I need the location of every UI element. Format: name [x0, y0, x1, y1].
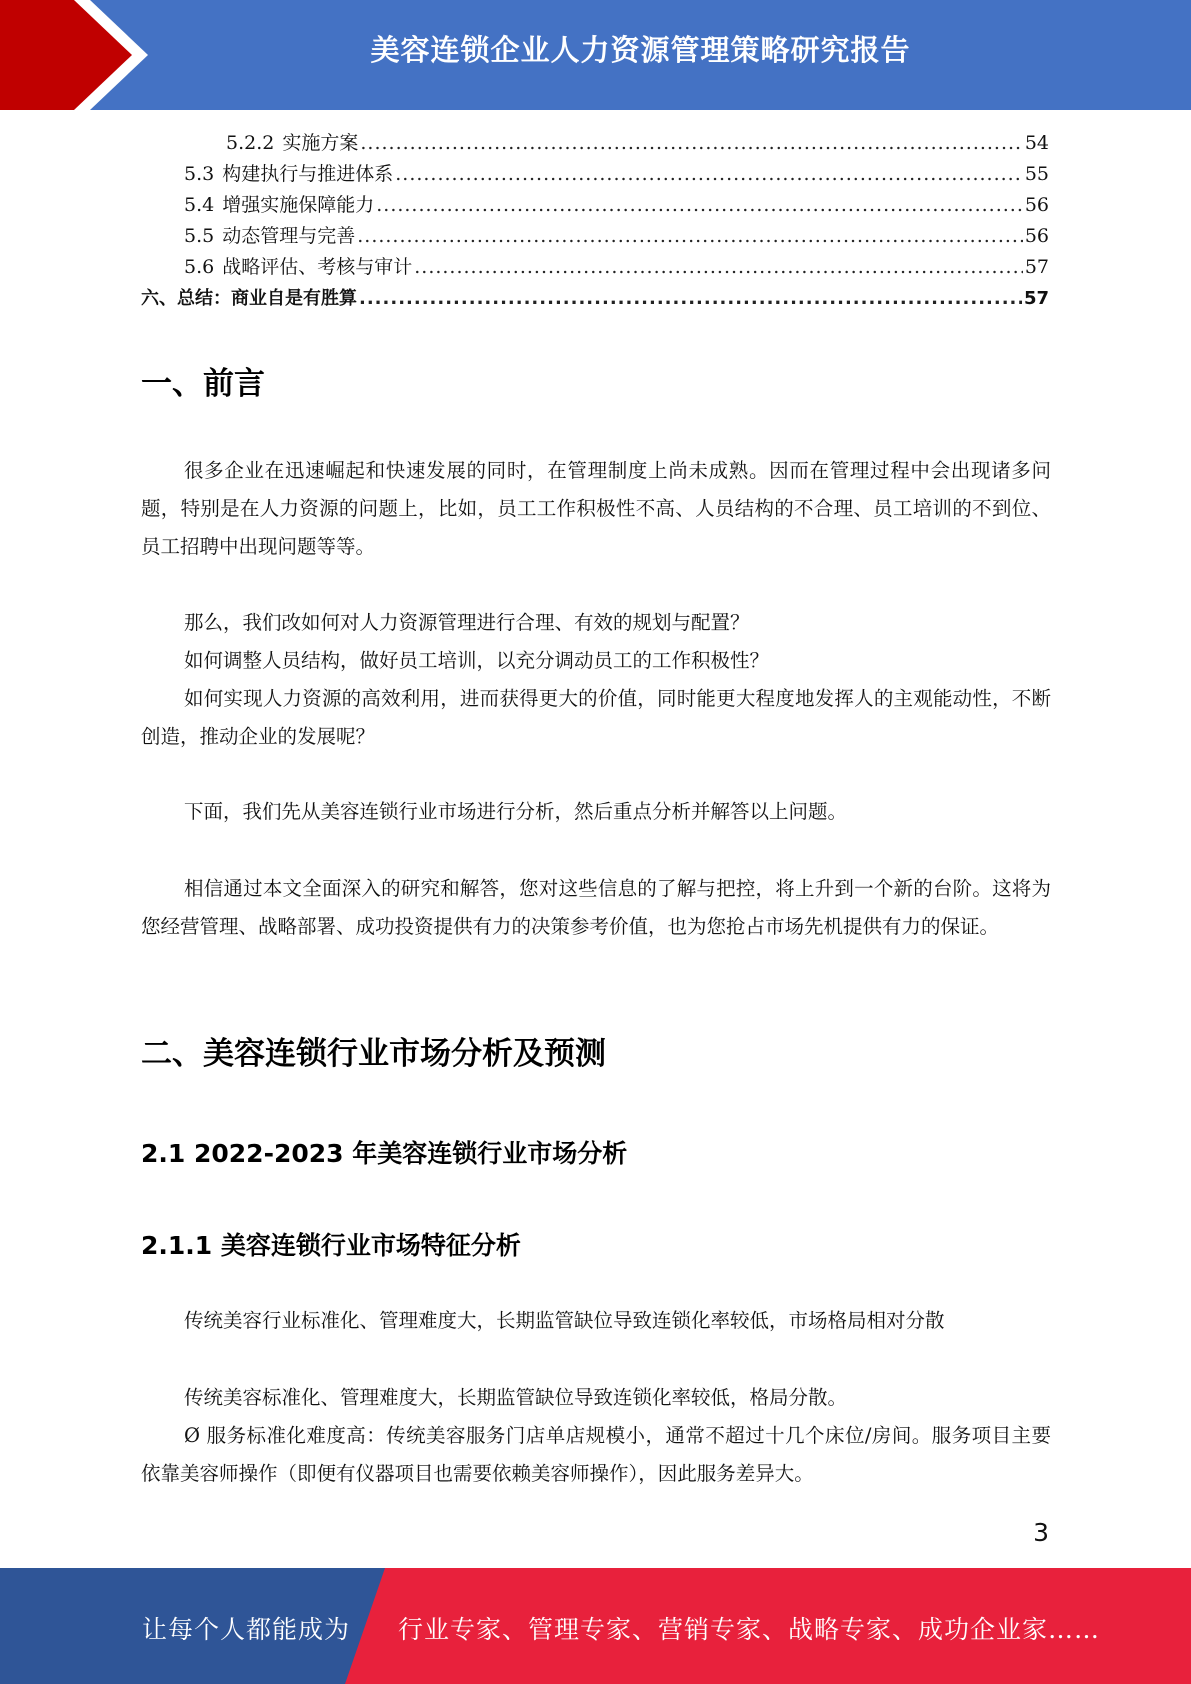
- page-footer: [0, 1568, 1191, 1684]
- toc-entry[interactable]: [141, 221, 1049, 252]
- toc-entry-title: 实施方案: [282, 132, 359, 154]
- toc-entry-page: 56: [1024, 225, 1049, 247]
- preface-paragraph: 下面，我们先从美容连锁行业市场进行分析，然后重点分析并解答以上问题。: [184, 800, 848, 823]
- preface-paragraph: 相信通过本文全面深入的研究和解答，您对这些信息的了解与把控，将上升到一个新的台阶。这将为您经营管理、战略部署、成功投资提供有力的决策参考价值，也为您抢占市场先机提供有力的保证。: [141, 877, 1051, 938]
- footer-slogan-left: 让每个人都能成为: [142, 1615, 351, 1644]
- toc-entry-title: 六、总结：商业自是有胜算: [141, 288, 357, 309]
- report-title: 美容连锁企业人力资源管理策略研究报告: [370, 33, 911, 67]
- toc-entry-number: 5.3: [184, 163, 215, 185]
- toc-entry[interactable]: [141, 159, 1049, 190]
- toc-entry-page: 55: [1024, 163, 1049, 185]
- toc-entry[interactable]: [141, 283, 1049, 314]
- toc-entry-title: 战略评估、考核与审计: [222, 256, 413, 278]
- toc-entry-title: 动态管理与完善: [222, 225, 356, 247]
- toc-leader-dots: [395, 159, 1023, 190]
- page-number: 3: [1033, 1518, 1049, 1547]
- preface-question: 如何调整人员结构，做好员工培训，以充分调动员工的工作积极性？: [184, 649, 770, 672]
- toc-entry-page: 57: [1023, 288, 1049, 309]
- toc-entry-number: 5.6: [184, 256, 215, 278]
- market-paragraph: 传统美容标准化、管理难度大，长期监管缺位导致连锁化率较低，格局分散。: [184, 1386, 848, 1409]
- subsection-heading: 2.1 2022-2023 年美容连锁行业市场分析: [141, 1139, 628, 1168]
- toc-entry-number: 5.2.2: [226, 132, 275, 154]
- table-of-contents: [141, 128, 1049, 314]
- market-paragraph: 传统美容行业标准化、管理难度大，长期监管缺位导致连锁化率较低，市场格局相对分散: [184, 1309, 945, 1332]
- toc-entry-page: 56: [1024, 194, 1049, 216]
- toc-leader-dots: [357, 221, 1023, 252]
- toc-leader-dots: [360, 128, 1022, 159]
- preface-question: 那么，我们改如何对人力资源管理进行合理、有效的规划与配置？: [184, 611, 750, 634]
- toc-entry-page: 57: [1024, 256, 1049, 278]
- preface-paragraph: 很多企业在迅速崛起和快速发展的同时，在管理制度上尚未成熟。因而在管理过程中会出现诸多问题，特别是在人力资源的问题上，比如，员工工作积极性不高、人员结构的不合理、员工培训的不到位、员工招聘中出现问题等等。: [141, 459, 1051, 558]
- section-heading-market: 二、美容连锁行业市场分析及预测: [141, 1036, 606, 1072]
- toc-entry[interactable]: [141, 252, 1049, 283]
- footer-slogan-right: 行业专家、管理专家、营销专家、战略专家、成功企业家……: [398, 1615, 1101, 1644]
- toc-entry-page: 54: [1024, 132, 1049, 154]
- page-header: [0, 0, 1191, 110]
- toc-entry-title: 增强实施保障能力: [222, 194, 375, 216]
- subsection-heading: 2.1.1 美容连锁行业市场特征分析: [141, 1231, 521, 1260]
- toc-leader-dots: [359, 283, 1022, 314]
- toc-leader-dots: [376, 190, 1023, 221]
- toc-leader-dots: [414, 252, 1023, 283]
- toc-entry[interactable]: [141, 128, 1049, 159]
- preface-question: 如何实现人力资源的高效利用，进而获得更大的价值，同时能更大程度地发挥人的主观能动性，不断创造，推动企业的发展呢？: [141, 687, 1051, 748]
- toc-entry-title: 构建执行与推进体系: [222, 163, 394, 185]
- toc-entry-number: 5.5: [184, 225, 215, 247]
- toc-entry[interactable]: [141, 190, 1049, 221]
- toc-entry-number: 5.4: [184, 194, 215, 216]
- market-paragraph: Ø 服务标准化难度高：传统美容服务门店单店规模小，通常不超过十几个床位/房间。服务项目主要依靠美容师操作（即便有仪器项目也需要依赖美容师操作），因此服务差异大。: [141, 1424, 1051, 1485]
- section-heading-preface: 一、前言: [141, 366, 265, 402]
